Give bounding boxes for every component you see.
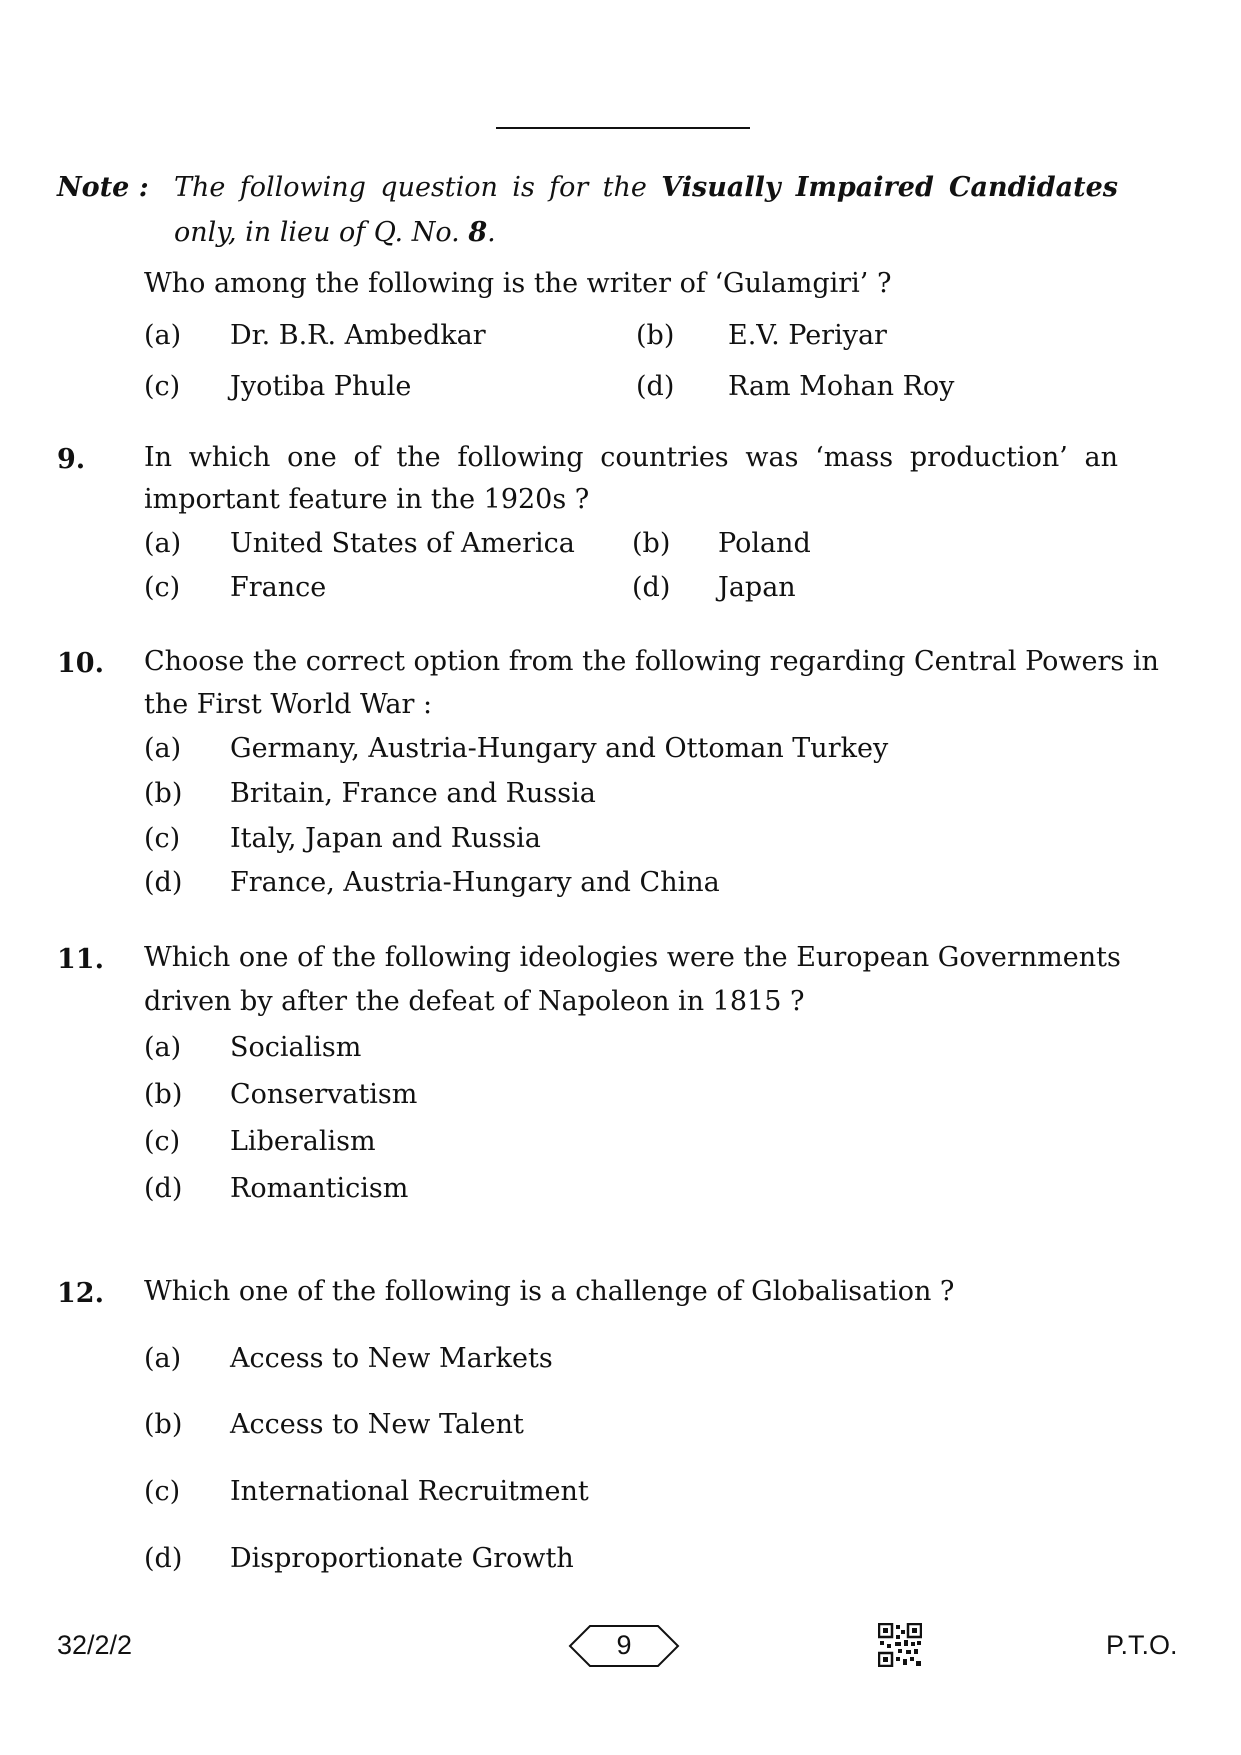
option-text: Romanticism — [230, 1173, 409, 1204]
please-turn-over: P.T.O. — [1106, 1630, 1178, 1660]
option-key: (d) — [144, 867, 183, 898]
option-text: France — [230, 572, 327, 603]
option-text: E.V. Periyar — [728, 320, 887, 351]
note-line-1: The following question is for the Visually Impaired Candidates — [174, 172, 1118, 203]
top-rule — [496, 127, 750, 129]
option-key: (a) — [144, 320, 182, 351]
question-number: 10. — [57, 648, 104, 679]
option-text: Poland — [718, 528, 811, 559]
question-number: 11. — [57, 944, 104, 975]
option-key: (c) — [144, 1126, 181, 1157]
option-key: (c) — [144, 572, 181, 603]
option-key: (c) — [144, 1476, 181, 1507]
question-text-line-2: the First World War : — [144, 689, 433, 720]
option-key: (b) — [636, 320, 675, 351]
option-key: (a) — [144, 1343, 182, 1374]
note-emphasis: Visually Impaired Candidates — [661, 172, 1118, 203]
question-text-line-1: Choose the correct option from the following regarding Central Powers in — [144, 646, 1159, 677]
note-line-2: only, in lieu of Q. No. 8. — [174, 217, 496, 248]
option-text: United States of America — [230, 528, 575, 559]
option-text: Dr. B.R. Ambedkar — [230, 320, 486, 351]
option-key: (b) — [144, 1079, 183, 1110]
question-text-line-2: driven by after the defeat of Napoleon in 1815 ? — [144, 986, 805, 1017]
option-text: International Recruitment — [230, 1476, 589, 1507]
option-text: Access to New Talent — [230, 1409, 524, 1440]
option-key: (a) — [144, 1032, 182, 1063]
option-text: Germany, Austria-Hungary and Ottoman Turkey — [230, 733, 889, 764]
question-number: 9. — [57, 444, 86, 475]
option-text: Japan — [718, 572, 796, 603]
paper-code: 32/2/2 — [57, 1630, 133, 1660]
option-key: (b) — [144, 1409, 183, 1440]
option-text: Liberalism — [230, 1126, 376, 1157]
option-text: Socialism — [230, 1032, 362, 1063]
question-text-line-1: Which one of the following ideologies were the European Governments — [144, 942, 1121, 973]
option-key: (a) — [144, 528, 182, 559]
option-text: Access to New Markets — [230, 1343, 553, 1374]
option-text: Britain, France and Russia — [230, 778, 596, 809]
note-question: Who among the following is the writer of ‘Gulamgiri’ ? — [144, 268, 892, 299]
option-key: (c) — [144, 823, 181, 854]
option-key: (d) — [144, 1543, 183, 1574]
question-number: 12. — [57, 1278, 104, 1309]
option-key: (b) — [144, 778, 183, 809]
option-text: Disproportionate Growth — [230, 1543, 574, 1574]
question-text-line-1: In which one of the following countries was ‘mass production’ an — [144, 442, 1118, 473]
option-key: (d) — [636, 371, 675, 402]
page-number: 9 — [616, 1630, 632, 1660]
option-key: (d) — [144, 1173, 183, 1204]
option-text: Conservatism — [230, 1079, 418, 1110]
option-key: (d) — [632, 572, 671, 603]
option-text: Ram Mohan Roy — [728, 371, 955, 402]
option-key: (c) — [144, 371, 181, 402]
option-text: France, Austria-Hungary and China — [230, 867, 720, 898]
option-text: Jyotiba Phule — [230, 371, 412, 402]
option-text: Italy, Japan and Russia — [230, 823, 541, 854]
option-key: (a) — [144, 733, 182, 764]
question-text-line-2: important feature in the 1920s ? — [144, 484, 590, 515]
option-key: (b) — [632, 528, 671, 559]
question-text-line-1: Which one of the following is a challenge of Globalisation ? — [144, 1276, 955, 1307]
qr-code-icon — [878, 1623, 922, 1667]
note-label: Note : — [57, 172, 149, 203]
